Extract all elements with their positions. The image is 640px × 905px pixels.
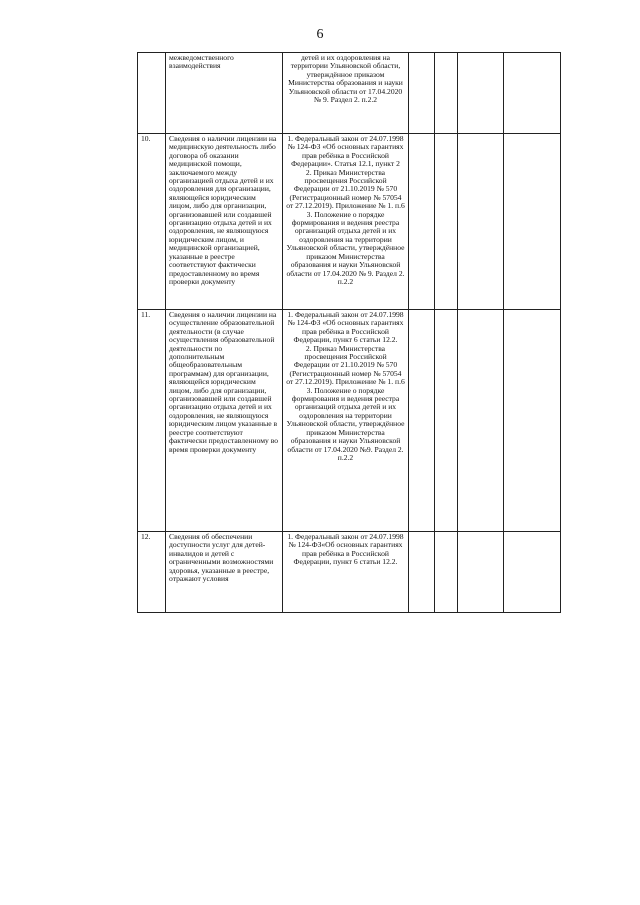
- note-cell: [504, 532, 561, 613]
- table-row: [138, 134, 561, 310]
- not-applicable-cell: [458, 310, 504, 532]
- requirement-text: Сведения об обеспечении доступности услуг для детей-инвалидов и детей с ограниченными возможностями здоровья, указанные в реестре, отражают условия: [166, 532, 283, 613]
- note-cell: [504, 134, 561, 310]
- table-row: [138, 53, 561, 134]
- legal-basis-text: 1. Федеральный закон от 24.07.1998 № 124-ФЗ«Об основных гарантиях прав ребёнка в Российской Федерации, пункт 6 статьи 12.2.: [283, 532, 409, 613]
- table-row: [138, 532, 561, 613]
- answer-no-cell: [435, 53, 458, 134]
- legal-basis-text: 1. Федеральный закон от 24.07.1998 № 124-ФЗ «Об основных гарантиях прав ребёнка в Российской Федерации, пункт 6 статьи 12.2. 2. Приказ Министерства просвещения Российской Федерации от 21.10.2019 № 570 (Регистрационный номер № 57054 от 27.12.2019). Приложение № 1. п.6 3. Положение о порядке формирования и ведения реестра организаций отдыха детей и их оздоровления на территории Ульяновской области, утверждённое приказом Министерства образования и науки Ульяновской области от 17.04.2020 №9. Раздел 2. п.2.2: [283, 310, 409, 532]
- not-applicable-cell: [458, 134, 504, 310]
- answer-no-cell: [435, 134, 458, 310]
- row-number: 11.: [138, 310, 166, 532]
- legal-basis-text: детей и их оздоровления на территории Ульяновской области, утверждённое приказом Министерства образования и науки Ульяновской области от 17.04.2020 № 9. Раздел 2. п.2.2: [283, 53, 409, 134]
- legal-basis-text: 1. Федеральный закон от 24.07.1998 № 124-ФЗ «Об основных гарантиях прав ребёнка в Российской Федерации». Статья 12.1, пункт 2 2. Приказ Министерства просвещения Российской Федерации от 21.10.2019 № 570 (Регистрационный номер № 57054 от 27.12.2019). Приложение № 1. п.6 3. Положение о порядке формирования и ведения реестра организаций отдыха детей и их оздоровления на территории Ульяновской области, утверждённое приказом Министерства образования и науки Ульяновской области от 17.04.2020 № 9. Раздел 2. п.2.2: [283, 134, 409, 310]
- row-number: 12.: [138, 532, 166, 613]
- answer-yes-cell: [409, 532, 435, 613]
- requirement-text: Сведения о наличии лицензии на медицинскую деятельность либо договора об оказании медицинской помощи, заключаемого между организацией отдыха детей и их оздоровления для организации, являющейся юридическим лицом, либо для организации, организовавшей или создавшей организацию отдыха детей и их оздоровления, не являющуюся юридическим лицом, и медицинской организацией, указанные в реестре соответствуют фактически предоставленному во время проверки документу: [166, 134, 283, 310]
- note-cell: [504, 53, 561, 134]
- checklist-table: [137, 52, 561, 613]
- requirement-text: Сведения о наличии лицензии на осуществление образовательной деятельности (в случае осуществления образовательной деятельности по дополнительным общеобразовательным программам) для организации, являющейся юридическим лицом, либо для организации, организовавшей или создавшей организацию отдыха детей и их оздоровления, не являющуюся юридическим лицом указанные в реестре соответствуют фактически предоставленному во время проверки документу: [166, 310, 283, 532]
- answer-yes-cell: [409, 310, 435, 532]
- row-number: [138, 53, 166, 134]
- answer-no-cell: [435, 310, 458, 532]
- answer-yes-cell: [409, 53, 435, 134]
- requirement-text: межведомственного взаимодействия: [166, 53, 283, 134]
- page-number: 6: [316, 27, 324, 42]
- note-cell: [504, 310, 561, 532]
- answer-yes-cell: [409, 134, 435, 310]
- not-applicable-cell: [458, 532, 504, 613]
- answer-no-cell: [435, 532, 458, 613]
- not-applicable-cell: [458, 53, 504, 134]
- table-row: [138, 310, 561, 532]
- row-number: 10.: [138, 134, 166, 310]
